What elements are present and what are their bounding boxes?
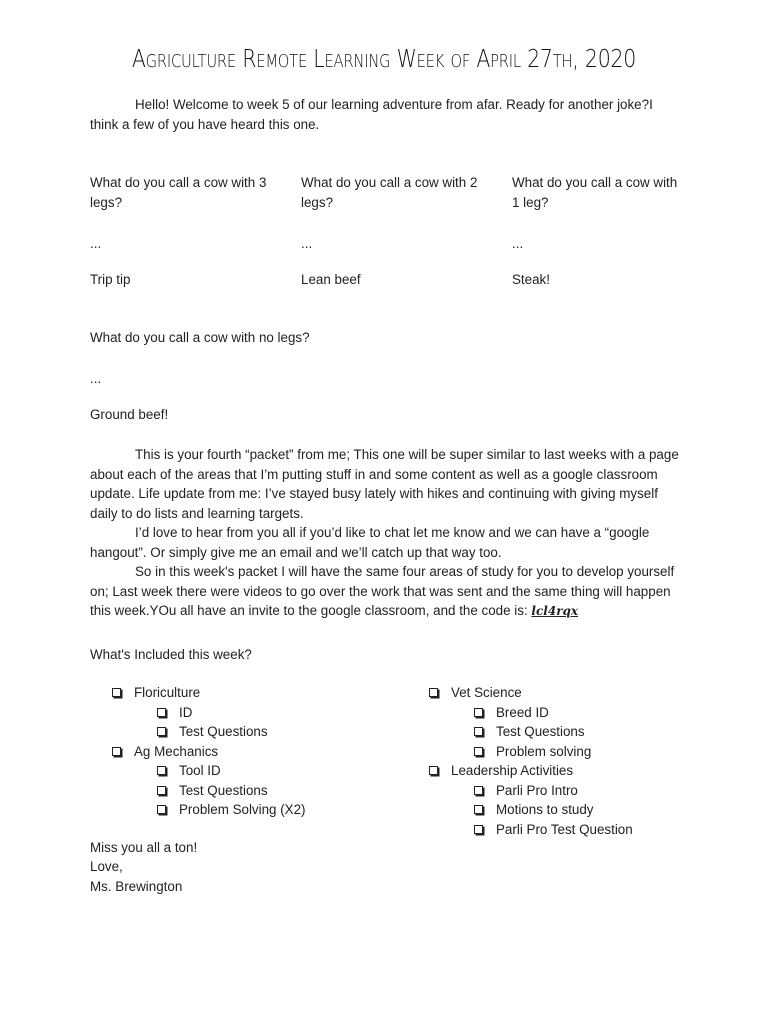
joke-pause: ...: [90, 236, 102, 251]
list-item: Breed ID: [429, 703, 633, 723]
joke-question: What do you call a cow with 3 legs?: [90, 175, 267, 210]
joke-question: What do you call a cow with 2 legs?: [301, 175, 478, 210]
checkbox-icon: [474, 805, 483, 814]
list-item: Test Questions: [112, 781, 306, 801]
signoff-line-1: Miss you all a ton!: [90, 840, 198, 855]
joke-question: What do you call a cow with 1 leg?: [512, 175, 678, 210]
checkbox-icon: [157, 805, 166, 814]
list-item: ID: [112, 703, 306, 723]
checkbox-icon: [474, 727, 483, 736]
joke-column-3: [512, 173, 682, 212]
joke-answer: Trip tip: [90, 272, 131, 287]
body-paragraph-3-text: So in this week's packet I will have the same four areas of study for you to develop yourself on; Last week there were videos to go over the work that was sent and the same thing will happen this week.YOu all have an invite to the google classroom, and the code is:: [90, 564, 675, 618]
included-list-left: [112, 683, 306, 820]
included-heading: What's Included this week?: [90, 647, 252, 662]
checkbox-icon: [157, 727, 166, 736]
final-joke-answer: Ground beef!: [90, 407, 169, 422]
list-item: Tool ID: [112, 761, 306, 781]
joke-column-1: [90, 173, 270, 212]
joke-answer: Lean beef: [301, 272, 361, 287]
checkbox-icon: [429, 766, 438, 775]
list-item: Parli Pro Test Question: [429, 820, 633, 840]
list-item: Problem Solving (X2): [112, 800, 306, 820]
final-joke-pause: ...: [90, 371, 102, 386]
checkbox-icon: [474, 825, 483, 834]
checkbox-icon: [474, 708, 483, 717]
joke-column-2: [301, 173, 481, 212]
list-item: Motions to study: [429, 800, 633, 820]
final-joke-question: What do you call a cow with no legs?: [90, 330, 310, 345]
intro-paragraph: Hello! Welcome to week 5 of our learning adventure from afar. Ready for another joke?I think a few of you have heard this one.: [90, 97, 653, 132]
body-paragraph-2: I’d love to hear from you all if you’d like to chat let me know and we can have a “google hangout”. Or simply give me an email and we’ll catch up that way too.: [90, 525, 650, 560]
page-title: Agriculture Remote Learning Week of April 27th, 2020: [131, 44, 637, 73]
body-paragraph-1: This is your fourth “packet” from me; This one will be super similar to last weeks with a page about each of the areas that I’m putting stuff in and some content as well as a google classroom update. Life update from me: I’ve stayed busy lately with hikes and continuing with giving myself daily to do lists and learning targets.: [90, 447, 679, 521]
list-item: Test Questions: [112, 722, 306, 742]
body-paragraph-3: [90, 562, 680, 622]
list-item: Leadership Activities: [429, 761, 633, 781]
checkbox-icon: [157, 786, 166, 795]
checkbox-icon: [474, 747, 483, 756]
list-item: Ag Mechanics: [112, 742, 306, 762]
checkbox-icon: [157, 708, 166, 717]
class-code: lcl4rqx: [531, 604, 579, 618]
included-list-right: [429, 683, 633, 839]
list-item: Floriculture: [112, 683, 306, 703]
joke-pause: ...: [512, 236, 524, 251]
checkbox-icon: [157, 766, 166, 775]
list-item: Vet Science: [429, 683, 633, 703]
joke-pause: ...: [301, 236, 313, 251]
checkbox-icon: [112, 688, 121, 697]
checkbox-icon: [112, 747, 121, 756]
signoff-name: Ms. Brewington: [90, 879, 183, 894]
signoff-line-2: Love,: [90, 859, 123, 874]
checkbox-icon: [429, 688, 438, 697]
checkbox-icon: [474, 786, 483, 795]
list-item: Parli Pro Intro: [429, 781, 633, 801]
joke-answer: Steak!: [512, 272, 550, 287]
list-item: Test Questions: [429, 722, 633, 742]
list-item: Problem solving: [429, 742, 633, 762]
